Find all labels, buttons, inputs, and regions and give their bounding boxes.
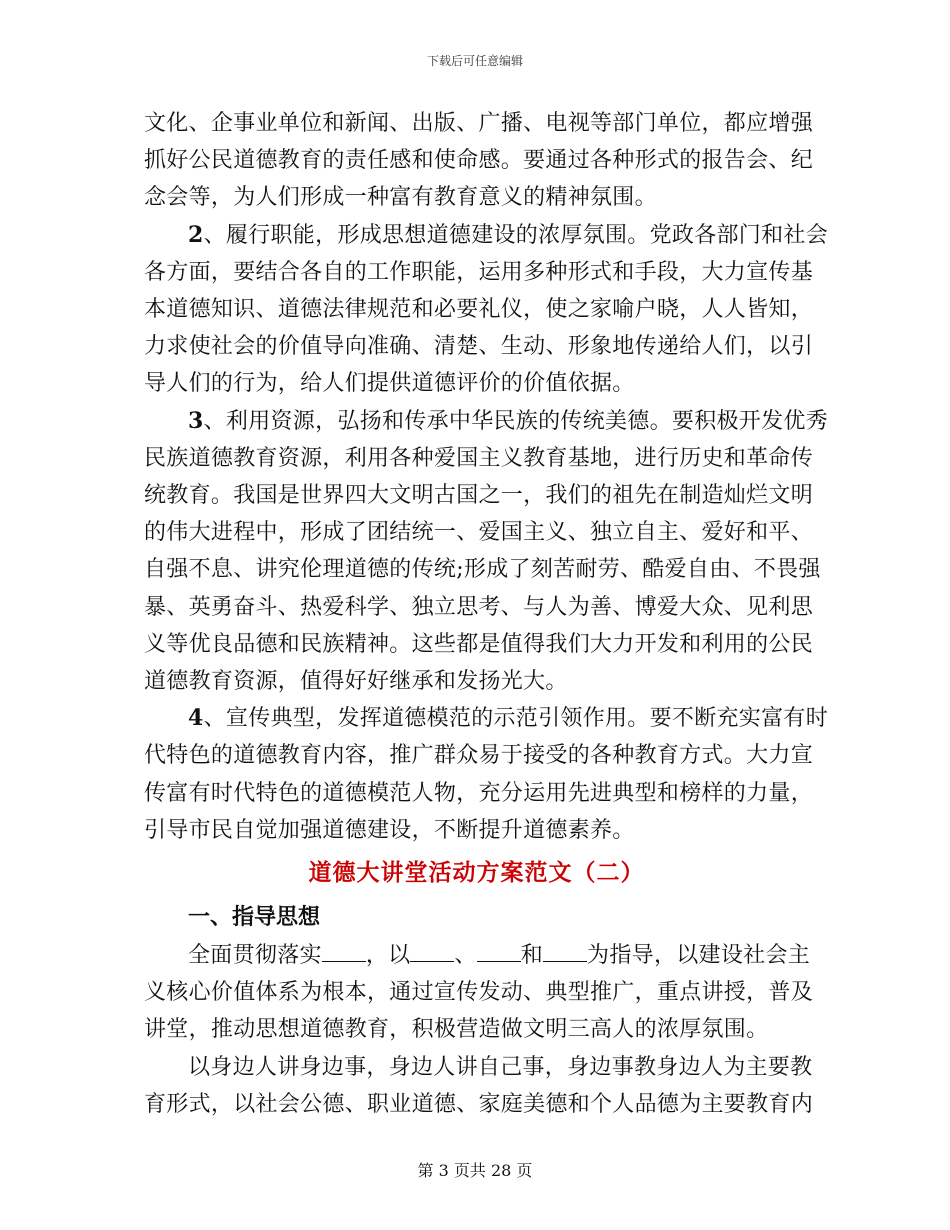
text-line: 道德教育资源，值得好好继承和发扬光大。 bbox=[144, 669, 568, 695]
document-body bbox=[144, 105, 829, 1123]
item-text: 、利用资源，弘扬和传承中华民族的传统美德。要积极开发优秀 bbox=[203, 408, 829, 434]
text-line: 文化、企事业单位和新闻、出版、广播、电视等部门单位，都应增强 bbox=[144, 111, 814, 136]
text-line: 义核心价值体系为根本，通过宣传发动、典型推广，重点讲授，普及 bbox=[144, 980, 814, 1006]
text-line: 各方面，要结合各自的工作职能，运用多种形式和手段，大力宣传基 bbox=[144, 259, 814, 285]
guide-first-line bbox=[144, 937, 809, 974]
item-number: 3 bbox=[188, 407, 204, 434]
text-line: 抓好公民道德教育的责任感和使命感。要通过各种形式的报告会、纪 bbox=[144, 148, 814, 174]
section-title: 道德大讲堂活动方案范文（二） bbox=[308, 859, 645, 887]
guide-text: 和 bbox=[520, 943, 544, 969]
text-line: 传富有时代特色的道德模范人物，充分运用先进典型和榜样的力量， bbox=[144, 780, 814, 806]
text-line: 力求使社会的价值导向准确、清楚、生动、形象地传递给人们，以引 bbox=[144, 334, 814, 360]
text-line: 导人们的行为，给人们提供道德评价的价值依据。 bbox=[144, 371, 635, 397]
fill-blank bbox=[410, 943, 454, 962]
item-text: 、宣传典型，发挥道德模范的示范引领作用。要不断充实富有时 bbox=[203, 706, 829, 732]
item-number: 4 bbox=[188, 705, 204, 732]
guide-text: 全面贯彻落实 bbox=[188, 943, 322, 969]
page-number: 第 3 页共 28 页 bbox=[417, 1161, 533, 1180]
item-3-first-line bbox=[144, 403, 829, 440]
text-line: 讲堂，推动思想道德教育，积极营造做文明三高人的浓厚氛围。 bbox=[144, 1017, 769, 1043]
page-header-note: 下载后可任意编辑 bbox=[426, 54, 523, 68]
guide-text: ，以 bbox=[365, 943, 411, 969]
item-2-first-line bbox=[144, 217, 829, 254]
text-line: 自强不息、讲究伦理道德的传统;形成了刻苦耐劳、酷爱自由、不畏强 bbox=[144, 557, 821, 583]
fill-blank bbox=[322, 943, 366, 962]
section-heading: 一、指导思想 bbox=[188, 904, 321, 931]
item-4-first-line bbox=[144, 700, 829, 737]
text-line: 念会等，为人们形成一种富有教育意义的精神氛围。 bbox=[144, 185, 657, 211]
text-line: 代特色的道德教育内容，推广群众易于接受的各种教育方式。大力宣 bbox=[144, 743, 814, 769]
item-text: 、履行职能，形成思想道德建设的浓厚氛围。党政各部门和社会 bbox=[203, 222, 829, 248]
text-line: 义等优良品德和民族精神。这些都是值得我们大力开发和利用的公民 bbox=[144, 631, 814, 657]
fill-blank bbox=[477, 943, 521, 962]
text-line: 的伟大进程中，形成了团结统一、爱国主义、独立自主、爱好和平、 bbox=[144, 520, 814, 546]
item-number: 2 bbox=[188, 221, 204, 248]
text-line: 育形式，以社会公德、职业道德、家庭美德和个人品德为主要教育内 bbox=[144, 1091, 814, 1117]
guide-text: 为指导，以建设社会主 bbox=[587, 943, 811, 969]
text-line: 以身边人讲身边事，身边人讲自己事，身边事教身边人为主要教 bbox=[188, 1054, 813, 1080]
text-line: 本道德知识、道德法律规范和必要礼仪，使之家喻户晓，人人皆知， bbox=[144, 297, 814, 323]
guide-text: 、 bbox=[454, 943, 477, 969]
fill-blank bbox=[543, 943, 587, 962]
text-line: 引导市民自觉加强道德建设，不断提升道德素养。 bbox=[144, 817, 635, 843]
text-line: 暴、英勇奋斗、热爱科学、独立思考、与人为善、博爱大众、见利思 bbox=[144, 594, 814, 620]
text-line: 民族道德教育资源，利用各种爱国主义教育基地，进行历史和革命传 bbox=[144, 445, 814, 471]
text-line: 统教育。我国是世界四大文明古国之一，我们的祖先在制造灿烂文明 bbox=[144, 483, 814, 509]
